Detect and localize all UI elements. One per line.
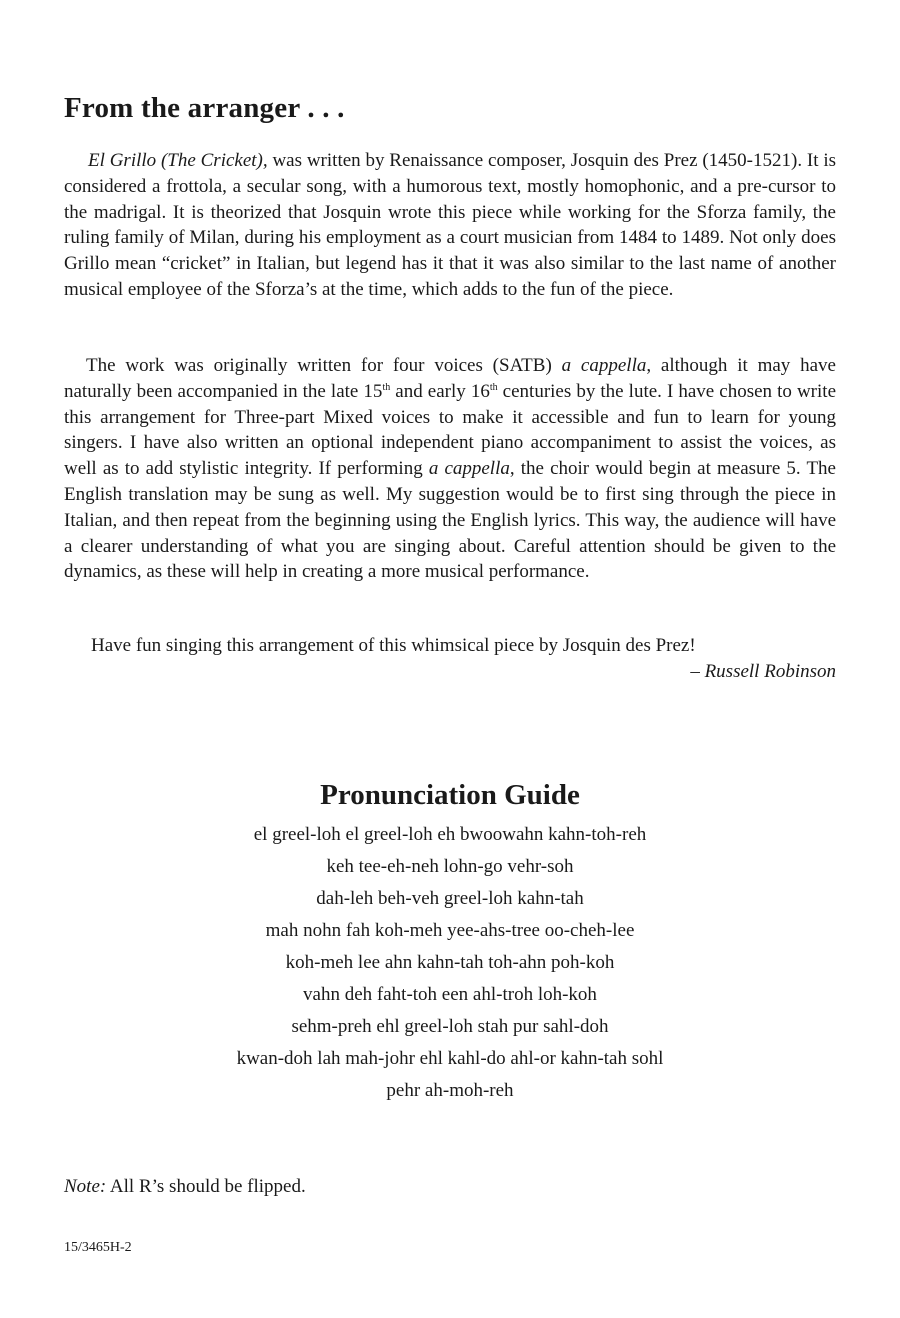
- page-code: 15/3465H-2: [64, 1240, 132, 1255]
- paragraph-1-text: was written by Renaissance composer, Josquin des Prez (1450-1521). It is considered a frottola, a secular song, with a humorous text, mostly homophonic, and a pre-cursor to the madrigal. It is theorized that Josquin wrote this piece while working for the Sforza family, the ruling family of Milan, during his employment as a court musician from 1484 to 1489. Not only does Grillo mean “cricket” in Italian, but legend has it that it was also similar to the last name of another musical employee of the Sforza’s at the time, which adds to the fun of the piece.: [64, 150, 836, 300]
- arranger-signature: – Russell Robinson: [690, 661, 836, 682]
- a-cappella-term: a cappella: [561, 355, 647, 376]
- pronunciation-line: koh-meh lee ahn kahn-tah toh-ahn poh-koh: [285, 952, 615, 973]
- p2-seg3: and early 16: [390, 380, 490, 402]
- document-page: [64, 0, 836, 1318]
- p2-seg1: The work was originally written for four voices (SATB): [86, 355, 562, 376]
- song-title: El Grillo (The Cricket),: [88, 150, 268, 171]
- pronunciation-lines: [64, 819, 836, 1107]
- note-text: All R’s should be flipped.: [106, 1176, 306, 1197]
- pronunciation-line: mah nohn fah koh-meh yee-ahs-tree oo-cheh-lee: [265, 920, 635, 941]
- pronunciation-guide-title: Pronunciation Guide: [320, 779, 580, 811]
- pronunciation-line: el greel-loh el greel-loh eh bwoowahn kahn-toh-reh: [253, 824, 647, 845]
- pronunciation-line: vahn deh faht-toh een ahl-troh loh-koh: [303, 984, 597, 1005]
- arranger-paragraph-2: [64, 353, 836, 585]
- arranger-paragraph-1: [64, 148, 836, 303]
- pronunciation-line: kwan-doh lah mah-johr ehl kahl-do ahl-or kahn-tah sohl: [236, 1048, 664, 1069]
- ordinal-suffix: th: [489, 381, 498, 393]
- ordinal-suffix: th: [382, 381, 391, 393]
- pronunciation-line: dah-leh beh-veh greel-loh kahn-tah: [316, 888, 584, 909]
- closing-line: Have fun singing this arrangement of this whimsical piece by Josquin des Prez!: [91, 635, 696, 656]
- pronunciation-line: pehr ah-moh-reh: [386, 1080, 514, 1101]
- a-cappella-term: a cappella: [428, 458, 510, 480]
- arranger-heading: From the arranger . . .: [64, 92, 345, 124]
- p2-seg2: , although it may have naturally been accompanied in the late 15: [64, 355, 836, 402]
- p2-seg5: , the choir would begin at measure 5. The English translation may be sung as well. My suggestion would be to first sing through the piece in Italian, and then repeat from the beginning using the English lyrics. This way, the audience will have a clearer understanding of what you are singing about. Careful attention should be given to the dynamics, as these will help in creating a more musical performance.: [64, 458, 836, 583]
- note-label: Note:: [64, 1176, 107, 1197]
- pronunciation-line: sehm-preh ehl greel-loh stah pur sahl-doh: [291, 1016, 609, 1037]
- pronunciation-line: keh tee-eh-neh lohn-go vehr-soh: [326, 856, 574, 877]
- pronunciation-note: [64, 1176, 306, 1198]
- p2-seg4: centuries by the lute. I have chosen to write this arrangement for Three-part Mixed voices to make it accessible and fun to learn for young singers. I have also written an optional independent piano accompaniment to assist the voices, as well as to add stylistic integrity. If performing: [64, 380, 836, 480]
